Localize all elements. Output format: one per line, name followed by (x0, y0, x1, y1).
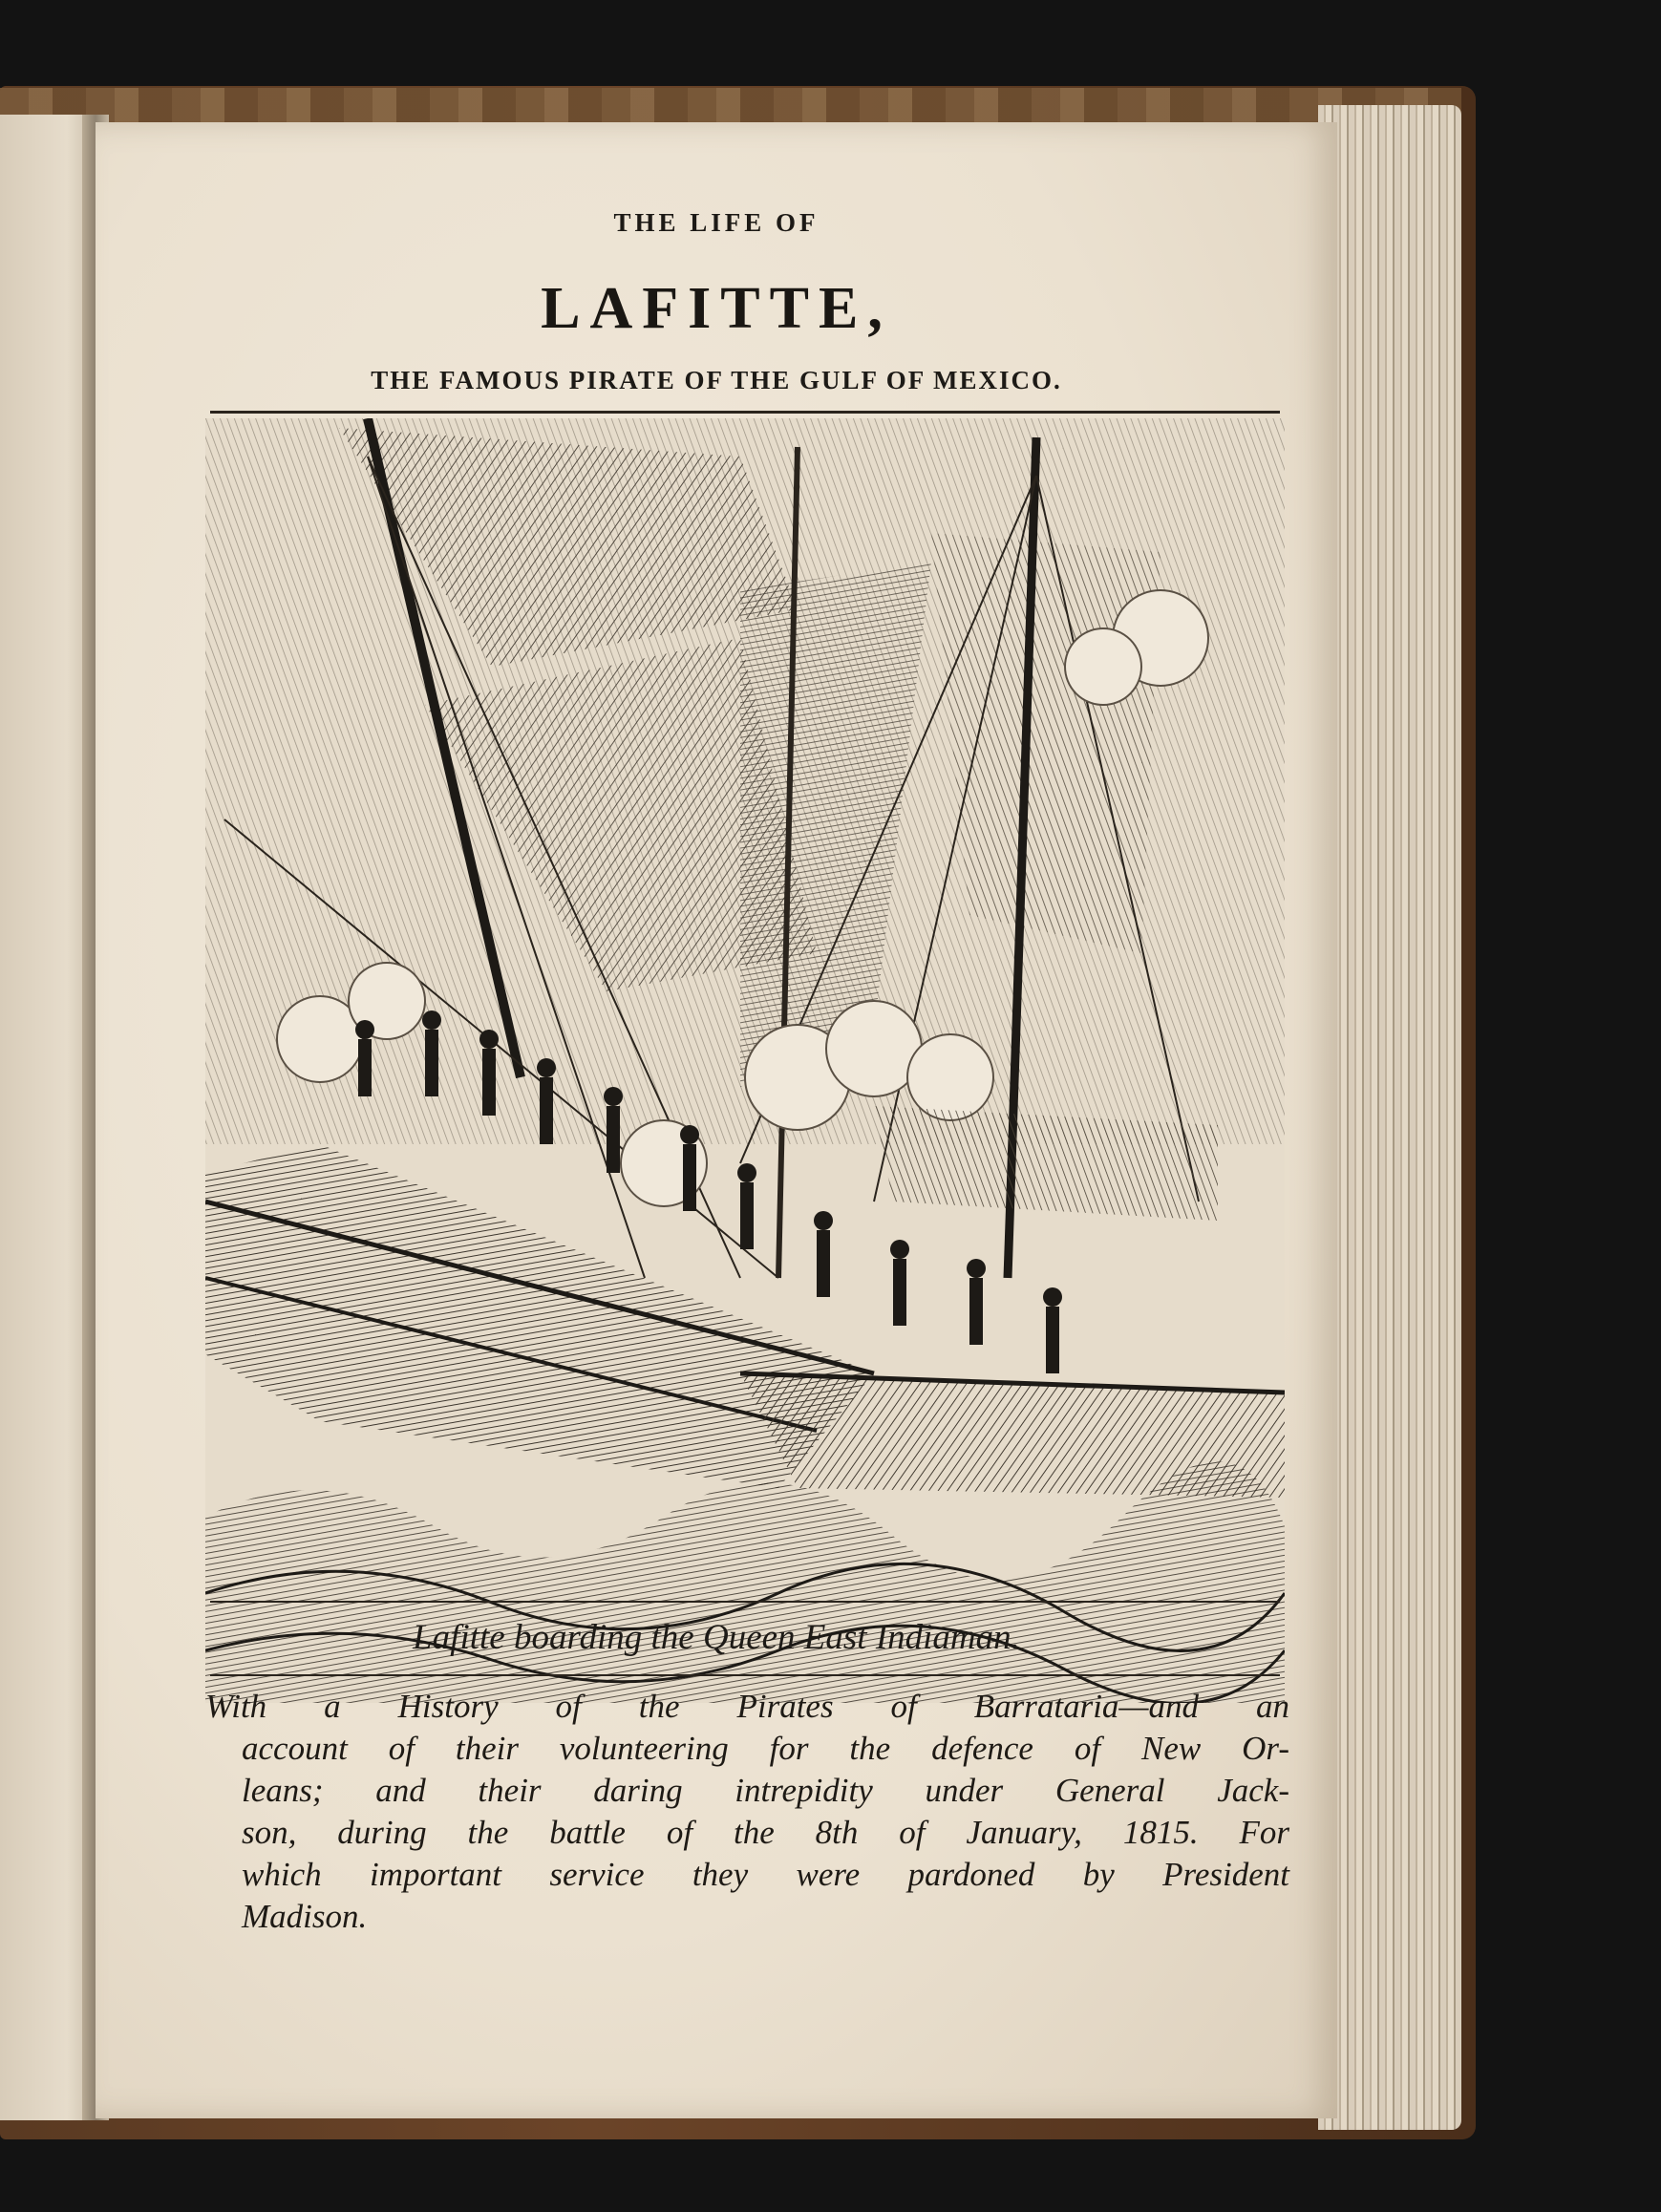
text-line: which important service they were pardoned by President (242, 1856, 1289, 1893)
running-title: THE LIFE OF (613, 208, 820, 237)
caption-top-rule (210, 1601, 1280, 1603)
page-edges (1318, 105, 1461, 2130)
caption-bottom-rule (210, 1674, 1280, 1676)
text-line: Madison. (242, 1898, 368, 1935)
cover-edge (0, 88, 1461, 126)
left-page (0, 115, 96, 2120)
top-rule (210, 411, 1280, 414)
illustration-caption: Lafitte boarding the Queen East Indiaman. (413, 1618, 1020, 1657)
text-line: son, during the battle of the 8th of January, 1815. For (242, 1814, 1289, 1851)
text-line: leans; and their daring intrepidity under General Jack- (242, 1772, 1289, 1809)
title-page (96, 122, 1337, 2118)
description-text (205, 1686, 1289, 1938)
text-line: account of their volunteering for the defence of New Or- (242, 1730, 1289, 1767)
ship-engraving (205, 418, 1285, 1703)
main-title: LAFITTE, (541, 276, 892, 341)
text-line: With a History of the Pirates of Barrataria—and an (205, 1688, 1289, 1725)
subtitle: THE FAMOUS PIRATE OF THE GULF OF MEXICO. (371, 366, 1062, 394)
